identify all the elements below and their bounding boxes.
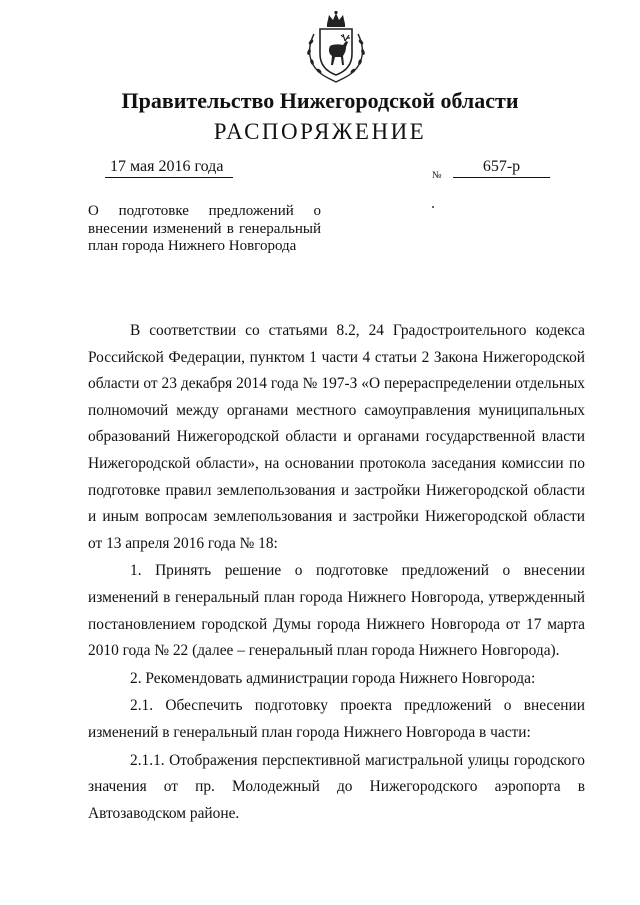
document-number: 657-р <box>453 158 550 178</box>
body-paragraph: 2.1.1. Отображения перспективной магистральной улицы городского значения от пр. Молодежный до Нижегородского аэропорта в Автозаводском районе. <box>88 751 585 822</box>
document-subject: О подготовке предложений о внесении изменений в генеральный план города Нижнего Новгорода <box>88 203 321 255</box>
document-body <box>88 318 585 827</box>
number-label: № <box>432 170 442 181</box>
body-paragraph: 2.1. Обеспечить подготовку проекта предложений о внесении изменений в генеральный план города Нижнего Новгорода в части: <box>88 697 585 741</box>
body-paragraph: 1. Принять решение о подготовке предложений о внесении изменений в генеральный план города Нижнего Новгорода, утвержденный постановлением городской Думы города Нижнего Новгорода от 17 марта 2010 года № 22 (далее – генеральный план города Нижнего Новгорода). <box>88 562 585 660</box>
government-title: Правительство Нижегородской области <box>121 88 519 113</box>
document-type: РАСПОРЯЖЕНИЕ <box>213 119 427 144</box>
document-date: 17 мая 2016 года <box>105 158 233 178</box>
crown-icon <box>327 11 345 27</box>
body-paragraph: 2. Рекомендовать администрации города Нижнего Новгорода: <box>130 669 536 687</box>
body-paragraph: В соответствии со статьями 8.2, 24 Градостроительного кодекса Российской Федерации, пунктом 1 части 4 статьи 2 Закона Нижегородской области от 23 декабря 2014 года № 197-З «О перераспределении отдельных полномочий между органами местного самоуправления муниципальных образований Нижегородской области и органами государственной власти Нижегородской области», на основании протокола заседания комиссии по подготовке правил землепользования и застройки Нижегородской области и иным вопросам землепользования и застройки Нижегородской области от 13 апреля 2016 года № 18: <box>88 322 585 552</box>
scan-speck <box>432 206 434 208</box>
coat-of-arms-emblem <box>300 10 372 84</box>
